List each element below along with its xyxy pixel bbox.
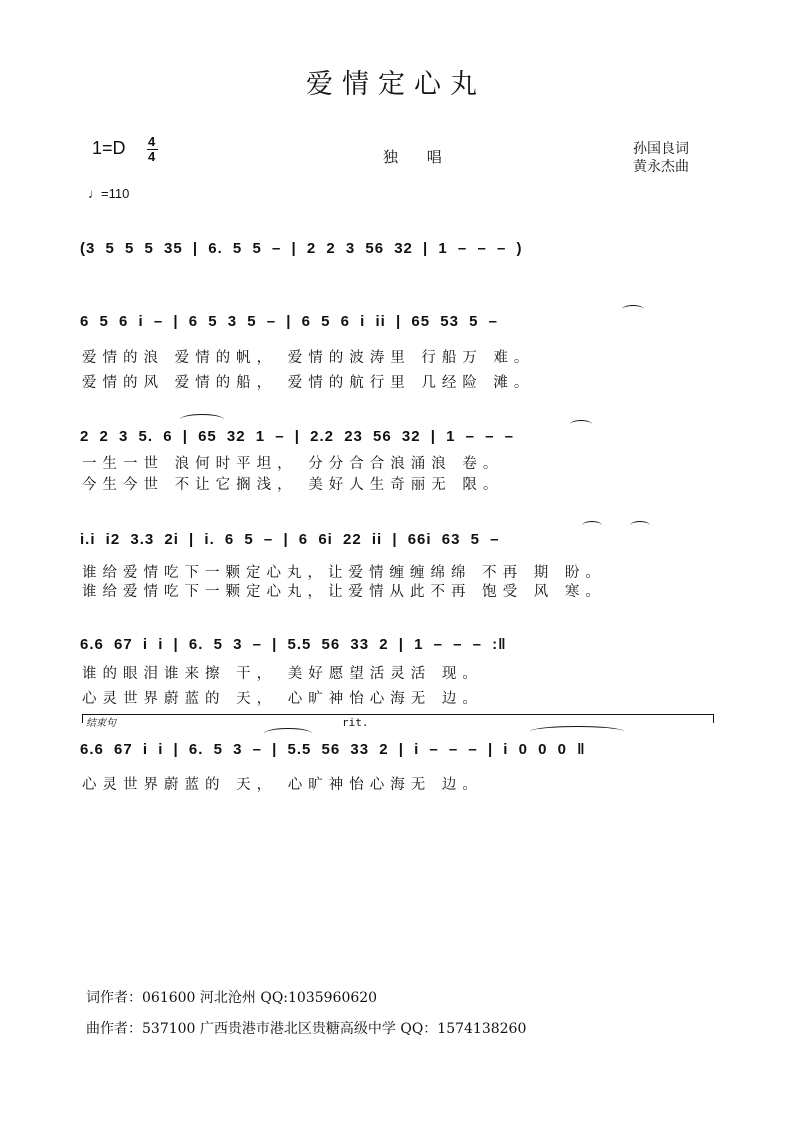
lyric-line-2-verse-1: 爱情的浪 爱情的帆， 爱情的波涛里 行船万 难。	[82, 350, 535, 366]
composer: 黄永杰曲	[633, 158, 689, 174]
performance-type: 独 唱	[383, 148, 454, 166]
lyric-line-6: 心灵世界蔚蓝的 天， 心旷神怡心海无 边。	[82, 777, 483, 793]
time-signature-bottom: 4	[148, 149, 156, 164]
key-signature: 1=D	[92, 138, 126, 158]
notation-line-1: (3 5 5 5 35 | 6. 5 5 – | 2 2 3 56 32 | 1 – – – )	[80, 240, 523, 257]
tie-slur	[630, 521, 650, 530]
lyric-line-3-verse-2: 今生今世 不让它搁浅， 美好人生奇丽无 限。	[82, 477, 504, 493]
lyricist-contact: 词作者：061600 河北沧州 QQ:1035960620	[86, 990, 378, 1006]
lyric-line-2-verse-2: 爱情的风 爱情的船， 爱情的航行里 几经险 滩。	[82, 375, 535, 391]
lyric-line-5-verse-2: 心灵世界蔚蓝的 天， 心旷神怡心海无 边。	[82, 691, 483, 707]
lyric-line-4-verse-1: 谁给爱情吃下一颗定心丸，让爱情缠缠绵绵 不再 期 盼。	[82, 565, 606, 581]
tie-slur	[582, 521, 602, 530]
tie-slur	[622, 305, 644, 314]
notation-line-2: 6 5 6 i – | 6 5 3 5 – | 6 5 6 i ii | 65 53 5 –	[80, 313, 498, 330]
composer-contact: 曲作者：537100 广西贵港市港北区贵糖高级中学 QQ：1574138260	[86, 1021, 527, 1037]
ritardando-marking: rit.	[342, 716, 369, 729]
notation-line-3: 2 2 3 5. 6 | 65 32 1 – | 2.2 23 56 32 | 1 – – –	[80, 428, 514, 445]
tempo-marking: ♩=110	[88, 186, 130, 201]
lyricist: 孙国良词	[633, 140, 689, 156]
lyric-line-5-verse-1: 谁的眼泪谁来擦 干， 美好愿望活灵活 现。	[82, 666, 483, 682]
lyric-line-4-verse-2: 谁给爱情吃下一颗定心丸，让爱情从此不再 饱受 风 寒。	[82, 584, 606, 600]
tie-slur	[530, 726, 624, 737]
song-title: 爱情定心丸	[306, 69, 486, 100]
notation-line-5: 6.6 67 i i | 6. 5 3 – | 5.5 56 33 2 | 1 – – – :‖	[80, 636, 507, 653]
time-signature-top: 4	[148, 134, 156, 149]
ending-bracket	[82, 714, 714, 723]
ending-label: 结束句	[86, 718, 116, 729]
tie-slur	[180, 414, 224, 425]
notation-line-4: i.i i2 3.3 2i | i. 6 5 – | 6 6i 22 ii | 66i 63 5 –	[80, 531, 500, 548]
notation-line-6: 6.6 67 i i | 6. 5 3 – | 5.5 56 33 2 | i – – – | i 0 0 0 ‖	[80, 741, 586, 758]
lyric-line-3-verse-1: 一生一世 浪何时平坦， 分分合合浪涌浪 卷。	[82, 456, 504, 472]
tie-slur	[570, 420, 592, 429]
tie-slur	[264, 728, 312, 739]
